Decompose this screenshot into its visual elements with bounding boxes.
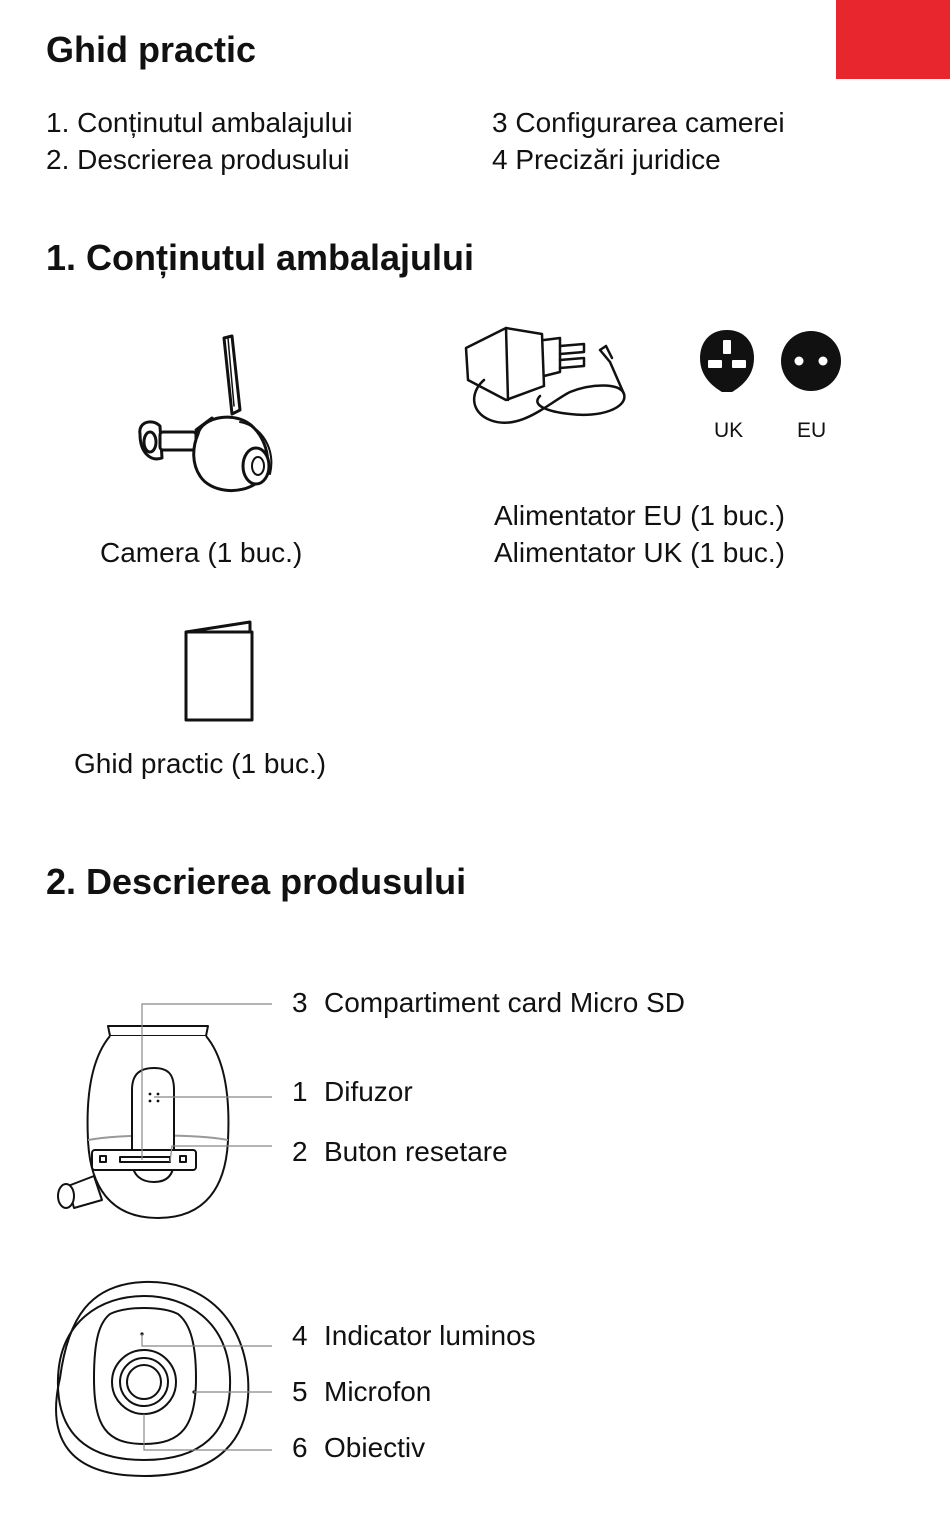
label-number: 1 [292, 1076, 308, 1107]
label-number: 4 [292, 1320, 308, 1351]
label-text: Difuzor [324, 1076, 413, 1107]
guide-caption: Ghid practic (1 buc.) [74, 748, 327, 779]
adapter-caption-uk: Alimentator UK (1 buc.) [494, 537, 785, 568]
label-microphone [292, 1374, 431, 1410]
toc-item-4: 4 Precizări juridice [492, 144, 721, 175]
camera-back-view [50, 990, 290, 1225]
toc-item-1: 1. Conținutul ambalajului [46, 107, 353, 138]
uk-plug-label: UK [714, 419, 744, 442]
eu-plug-label: EU [797, 419, 827, 442]
label-text: Buton resetare [324, 1136, 508, 1167]
label-number: 5 [292, 1376, 308, 1407]
label-number: 3 [292, 987, 308, 1018]
camera-illustration [128, 330, 288, 500]
uk-plug-icon [698, 328, 756, 398]
label-text: Indicator luminos [324, 1320, 536, 1351]
camera-caption: Camera (1 buc.) [100, 537, 303, 568]
camera-front-view [50, 1278, 290, 1483]
label-indicator-light [292, 1318, 536, 1354]
label-text: Microfon [324, 1376, 432, 1407]
eu-plug-icon [780, 330, 842, 392]
section2-title: 2. Descrierea produsului [46, 861, 467, 902]
section1-title: 1. Conținutul ambalajului [46, 237, 475, 278]
label-number: 6 [292, 1432, 308, 1463]
label-lens [292, 1430, 425, 1466]
power-adapter-illustration [460, 322, 640, 434]
label-text: Obiectiv [324, 1432, 426, 1463]
label-speaker [292, 1074, 413, 1110]
label-number: 2 [292, 1136, 308, 1167]
page-title: Ghid practic [46, 29, 257, 70]
toc-item-3: 3 Configurarea camerei [492, 107, 785, 138]
booklet-icon [182, 618, 256, 724]
accent-tab [836, 0, 950, 79]
label-text: Compartiment card Micro SD [324, 987, 685, 1018]
adapter-caption-eu: Alimentator EU (1 buc.) [494, 500, 785, 531]
toc-item-2: 2. Descrierea produsului [46, 144, 350, 175]
label-reset-button [292, 1134, 508, 1170]
label-sd-slot [292, 985, 685, 1021]
